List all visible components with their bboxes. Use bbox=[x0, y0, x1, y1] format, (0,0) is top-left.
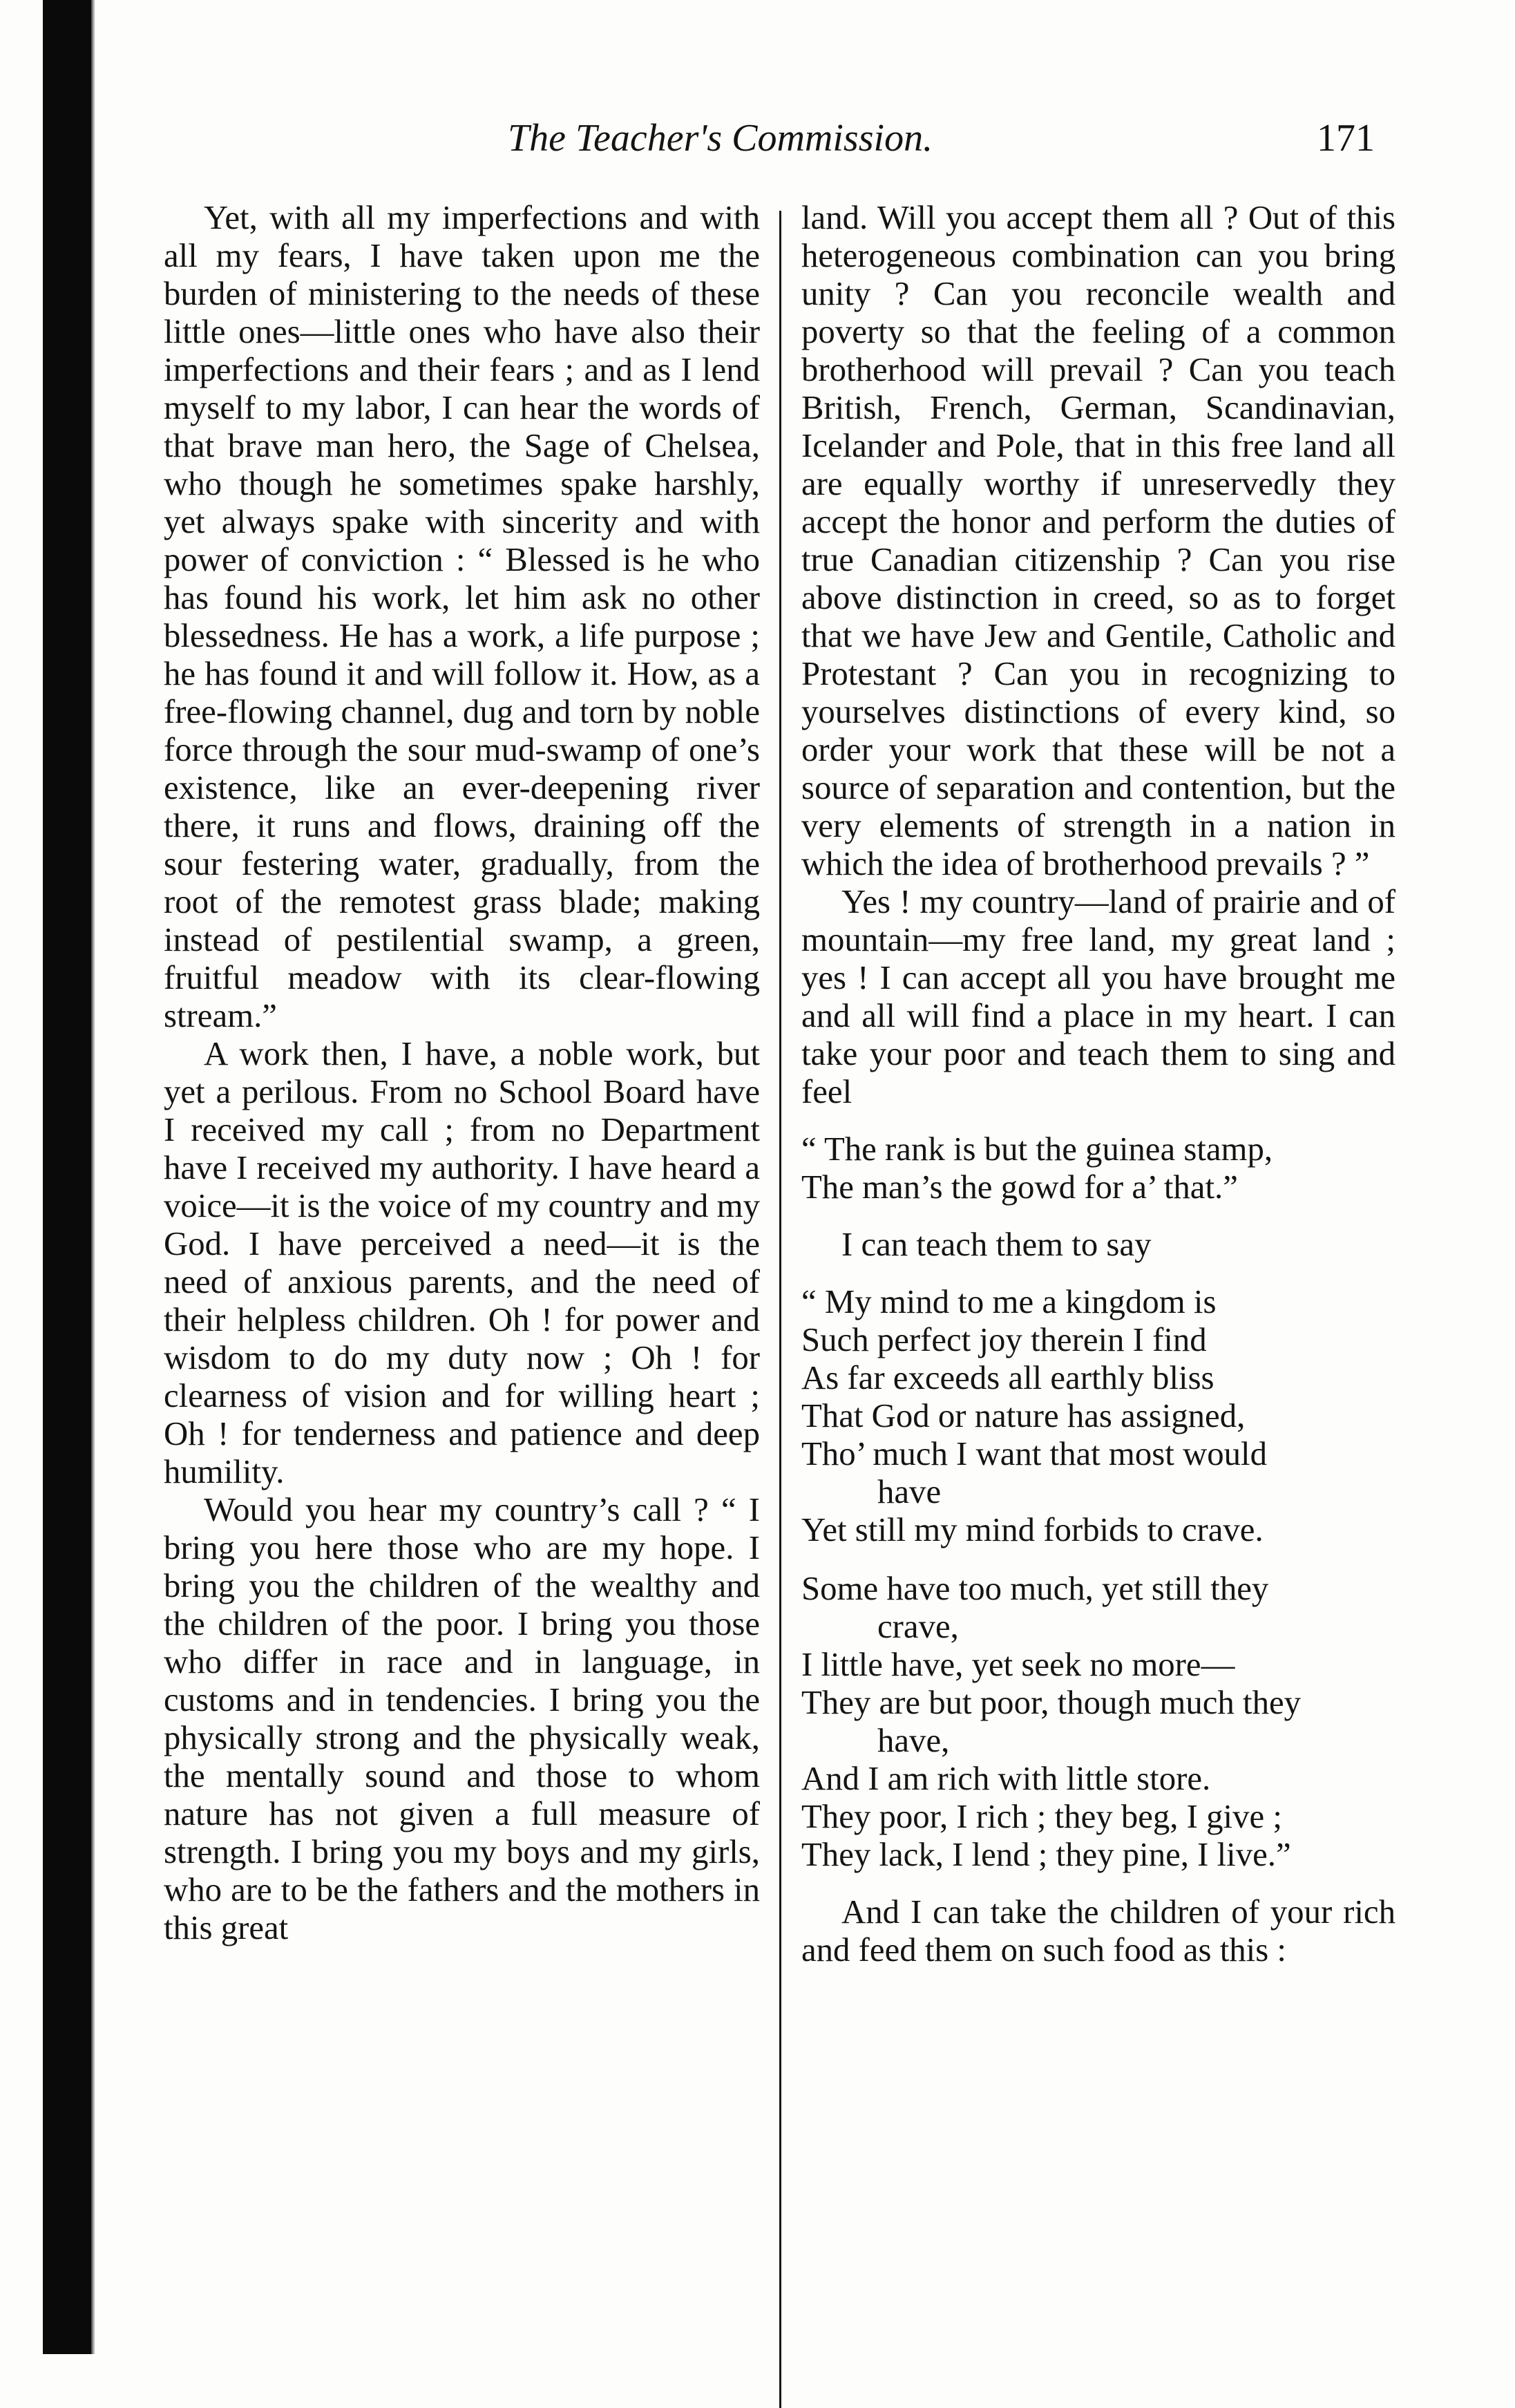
verse-line: Some have too much, yet still they bbox=[801, 1570, 1269, 1607]
verse-line: Yet still my mind forbids to crave. bbox=[801, 1511, 1264, 1548]
right-column bbox=[801, 199, 1395, 1969]
burns-quotation bbox=[801, 1130, 1395, 1206]
verse-line: And I am rich with little store. bbox=[801, 1760, 1211, 1797]
verse-line-turnover: have, bbox=[877, 1722, 950, 1759]
verse-line: They poor, I rich ; they beg, I give ; bbox=[801, 1798, 1282, 1835]
verse-line: Such perfect joy therein I find bbox=[801, 1321, 1207, 1358]
page-number: 171 bbox=[1317, 117, 1375, 160]
paragraph: land. Will you accept them all ? Out of this heterogeneous combination can you bring unity ? Can you reconcile wealth and poverty so that the feeling of a common brotherhood will prevail ? Can you teach British, French, German, Scandinavian, Icelander and Pole, that in this free land all are equally worthy if unreservedly they accept the honor and perform the duties of true Canadian citizenship ? Can you rise above distinction in creed, so as to forget that we have Jew and Gentile, Catholic and Protestant ? Can you in recognizing to yourselves distinctions of every kind, so order your work that these will be not a source of separation and contention, but the very elements of strength in a nation in which the idea of brotherhood prevails ? ” bbox=[801, 199, 1395, 882]
column-rule bbox=[779, 211, 781, 2408]
paragraph: Yet, with all my imperfections and with all my fears, I have taken upon me the burden of ministering to the needs of these little ones—little ones who have also their imperfections and their fears ; and as I lend myself to my labor, I can hear the words of that brave man hero, the Sage of Chelsea, who though he sometimes spake harshly, yet always spake with sincerity and with power of conviction : “ Blessed is he who has found his work, let him ask no other blessedness. He has a work, a life purpose ; he has found it and will follow it. How, as a free-flowing channel, dug and torn by noble force through the sour mud-swamp of one’s existence, like an ever-deepening river there, it runs and flows, draining off the sour festering water, gradually, from the root of the remotest grass blade; making instead of pestilential swamp, a green, fruitful meadow with its clear-flowing stream.” bbox=[164, 199, 760, 1034]
verse-line: That God or nature has assigned, bbox=[801, 1397, 1246, 1434]
paragraph: And I can take the children of your rich and feed them on such food as this : bbox=[801, 1893, 1395, 1969]
poem-stanza-2 bbox=[801, 1570, 1395, 1874]
paragraph: I can teach them to say bbox=[841, 1226, 1152, 1263]
poem-stanza-1 bbox=[801, 1283, 1395, 1549]
verse-line: They lack, I lend ; they pine, I live.” bbox=[801, 1836, 1291, 1873]
verse-line: “ My mind to me a kingdom is bbox=[801, 1283, 1217, 1320]
verse-line: “ The rank is but the guinea stamp, bbox=[801, 1130, 1273, 1168]
verse-line-turnover: have bbox=[877, 1473, 942, 1510]
binding-shadow bbox=[91, 0, 95, 2354]
paragraph: Yes ! my country—land of prairie and of mountain—my free land, my great land ; yes ! I can accept all you have brought me and all will find a place in my heart. I can take your poor and teach them to sing and feel bbox=[801, 883, 1395, 1110]
verse-line: As far exceeds all earthly bliss bbox=[801, 1359, 1214, 1396]
left-column bbox=[164, 199, 760, 2341]
paragraph: A work then, I have, a noble work, but yet a perilous. From no School Board have I received my call ; from no Department have I received my authority. I have heard a voice—it is the voice of my country and my God. I have perceived a need—it is the need of anxious parents, and the need of their helpless children. Oh ! for power and wisdom to do my duty now ; Oh ! for clearness of vision and for willing heart ; Oh ! for tenderness and patience and deep humility. bbox=[164, 1035, 760, 1490]
running-title: The Teacher's Commission. bbox=[508, 117, 933, 160]
verse-line: Tho’ much I want that most would bbox=[801, 1435, 1268, 1472]
book-binding-edge bbox=[43, 0, 91, 2354]
paragraph: Would you hear my country’s call ? “ I bring you here those who are my hope. I bring you the children of the wealthy and the children of the poor. I bring you those who differ in race and in language, in customs and in tendencies. I bring you the physically strong and the physically weak, the mentally sound and those to whom nature has not given a full measure of strength. I bring you my boys and my girls, who are to be the fathers and the mothers in this great bbox=[164, 1491, 760, 1946]
verse-line: The man’s the gowd for a’ that.” bbox=[801, 1168, 1238, 1206]
verse-line: I little have, yet seek no more— bbox=[801, 1646, 1235, 1683]
verse-line: They are but poor, though much they bbox=[801, 1684, 1302, 1721]
verse-line-turnover: crave, bbox=[877, 1608, 959, 1645]
